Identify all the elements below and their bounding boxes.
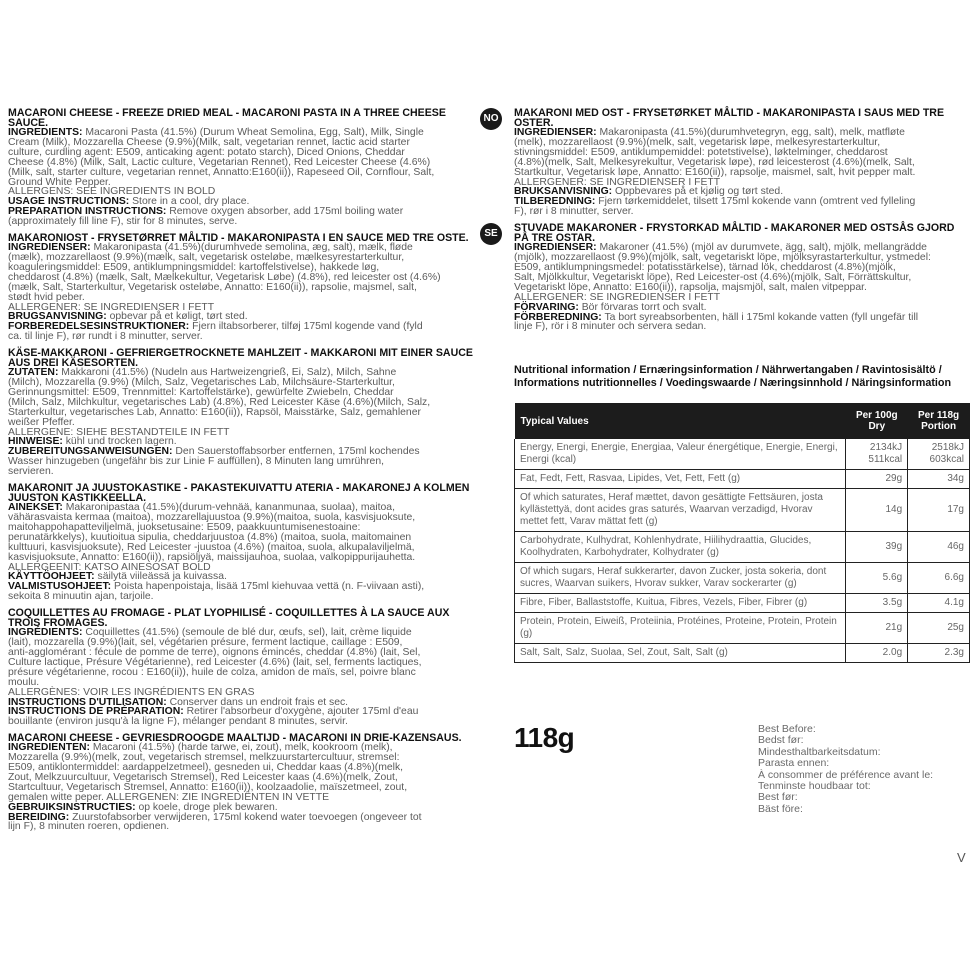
value-per-portion: 46g (908, 532, 970, 563)
ingredient-line (514, 322, 970, 332)
nutrient-label: Protein, Protein, Eiweiß, Proteiinia, Protéines, Proteine, Protein, Protein (g) (515, 613, 846, 644)
section-title: MACARONI CHEESE - GEVRIESDROOGDE MAALTIJD - MACARONI IN DRIE-KAZENSAUS. (8, 732, 462, 745)
line-text: linje F), rör i 8 minuter och servera sedan. (514, 321, 707, 333)
language-section (4, 608, 480, 727)
line-text: Conserver dans un endroit frais et sec. (169, 696, 349, 708)
line-text: Culture lactique, Présure Végétarienne), red Leicester (4.6%) (lait, sel, ferments lactiques, (8, 656, 422, 668)
line-text: Cheese (4.8%) (Milk, Salt, Lactic culture, Vegetarian Rennet), Red Leicester Cheese (4.6%) (8, 156, 431, 168)
value-per-portion: 17g (908, 489, 970, 532)
col-per-portion: Per 118g Portion (908, 403, 970, 439)
section-title: COQUILLETTES AU FROMAGE - PLAT LYOPHILISÉ - COQUILLETTES À LA SAUCE AUX TROIS FROMAGES. (8, 607, 450, 630)
col-per-100g: Per 100g Dry (846, 403, 908, 439)
line-text: ALLERGÈNES: VOIR LES INGRÉDIENTS EN GRAS (8, 686, 255, 698)
line-label: VALMISTUSOHJEET: (8, 581, 112, 593)
line-text: gemalen witte peper. ALLERGENEN: ZIE INGREDIËNTEN IN VETTE (8, 791, 330, 803)
line-text: kulttuuri, kasvisjuoksute), Red Leicester -juustoa (4.6%) (maitoa, suola, alkupalaviljelmä, (8, 541, 415, 553)
line-label: INGREDIENSER: (514, 127, 597, 138)
line-text: kasvisjuoksute, Annatto: E160(ii)), rapsiöljyä, maissijauhoa, suolaa, valkopippurijauhetta. (8, 551, 416, 563)
line-text: Makaronipastaa (41.5%)(durum-vehnää, kananmunaa, suolaa), maitoa, (65, 502, 395, 514)
line-text: Mozzarella (9.9%)(melk, zout, vegetarisch stremsel, melkzuurstartercultuur, stremsel: (8, 752, 400, 764)
section-title: KÄSE-MAKKARONI - GEFRIERGETROCKNETE MAHLZEIT - MAKKARONI MIT EINER SAUCE AUS DREI KÄSESORTEN. (8, 347, 473, 370)
nutrition-row (515, 532, 970, 563)
line-text: Startkultur, Vegetarisk løpe, Annatto: E160(ii)), rapsolje, maismel, salt, hvit pepper malt. (514, 166, 916, 178)
line-text: ALLERGENER: SE INGREDIENSER I FETT (514, 176, 721, 188)
best-before-line: Parasta ennen: (758, 757, 830, 770)
line-text: (approximately fill line F), stir for 8 minutes, serve. (8, 216, 238, 228)
line-label: INGREDIENSER: (514, 242, 597, 254)
line-text: kühl und trocken lagern. (65, 436, 177, 448)
ingredient-line (8, 717, 480, 727)
nutrition-row (515, 439, 970, 470)
line-text: ALLERGENE: SIEHE BESTANDTEILE IN FETT (8, 426, 230, 438)
value-per-portion: 2.3g (908, 644, 970, 663)
line-label: INSTRUCTIONS D'UTILISATION: (8, 696, 167, 708)
ingredient-line (8, 467, 480, 477)
line-text: Ground White Pepper. (8, 176, 111, 188)
line-text: Store in a cool, dry place. (132, 196, 250, 208)
value-per-100g: 3.5g (846, 594, 908, 613)
line-text: ALLERGEENIT: KATSO AINESOSAT BOLD (8, 561, 211, 573)
line-text: perunatärkkelys), kuutioitua sipulia, cheddarjuustoa (4.8%) (maitoa, suola, maitomainen (8, 531, 412, 543)
nutrient-label: Of which sugars, Heraf sukkerarter, davon Zucker, josta sokeria, dont sucres, Waarvan suikers, Hvorav sukker, Varav sockerarter (g) (515, 563, 846, 594)
line-text: E509, antiklumpningsmedel: potatisstärkelse), tärnad lök, cheddarost (4.8%)(mjölk, (514, 261, 896, 273)
line-text: koaguleringsmiddel: E509, antiklumpningsmiddel: kartoffelstivelse), hakkede løg, (8, 261, 380, 273)
value-per-100g: 2134kJ 511kcal (846, 439, 908, 470)
best-before-line: Mindesthaltbarkeitsdatum: (758, 745, 881, 758)
col-typical-values: Typical Values (515, 403, 846, 439)
line-text: Cream (Milk), Mozzarella Cheese (9.9%)(Milk, salt, vegetarian rennet, lactic acid starter (8, 136, 410, 148)
line-label: TILBEREDNING: (514, 196, 596, 208)
line-text: Gerinnungsmittel: E509, Trennmittel: Kartoffelstärke), gewürfelte Zwiebeln, Cheddar (8, 386, 394, 398)
value-per-100g: 21g (846, 613, 908, 644)
line-label: BRUKSANVISNING: (514, 186, 613, 198)
line-text: vähärasvaista kermaa (maitoa), mozzarellajuustoa (9.9%)(maitoa, suola, kasvisjuoksute, (8, 512, 416, 523)
value-per-portion: 6.6g (908, 563, 970, 594)
line-text: Fjern iltabsorberer, tilføj 175ml kogende vand (fyld (192, 321, 423, 333)
language-section (4, 233, 480, 342)
line-text: (mjölk), mozzarellaost (9.9%)(mjölk, salt, vegetariskt löpe, mjölksyrastarterkultur, ystmedel: (514, 252, 931, 264)
section-title: MAKARONIT JA JUUSTOKASTIKE - PAKASTEKUIVATTU ATERIA - MAKARONEJ A KOLMEN JUUSTON KASTIKKEELLA. (8, 482, 470, 505)
line-label: BRUGSANVISNING: (8, 311, 107, 323)
ingredient-line (8, 217, 480, 227)
nutrient-label: Carbohydrate, Kulhydrat, Kohlenhydrate, Hiilihydraattia, Glucides, Koolhydraten, Karbohydrater, Kolhydrater (g) (515, 532, 846, 563)
nutrition-row (515, 644, 970, 663)
line-text: (4.8%)(melk, Salt, Melkesyrekultur, Vegetarisk løpe), rød leicesterost (4.6%)(melk, Salt, (514, 156, 915, 168)
line-label: PREPARATION INSTRUCTIONS: (8, 206, 167, 218)
line-label: INGREDIENTS: (8, 127, 83, 138)
line-label: GEBRUIKSINSTRUCTIES: (8, 801, 136, 813)
line-text: servieren. (8, 466, 54, 478)
line-label: FÖRVARING: (514, 301, 579, 313)
line-text: säilytä viileässä ja kuivassa. (97, 571, 227, 583)
nutrition-heading-line2: Informations nutritionnelles / Voedingswaarde / Næringsinnhold / Näringsinformation (514, 377, 952, 389)
best-before-block (758, 724, 970, 815)
ingredient-line (8, 408, 480, 418)
line-label: INSTRUCTIONS DE PRÉPARATION: (8, 706, 184, 718)
line-text: ALLERGENS: SEE INGREDIENTS IN BOLD (8, 186, 216, 198)
line-text: (Milk, salt, starter culture, vegetarian rennet, Annatto:E160(ii)), Rapeseed Oil, Cornflour, Salt, (8, 166, 435, 178)
line-label: HINWEISE: (8, 436, 63, 448)
line-text: (melk), mozzarellaost (9.9%)(melk, salt, vegetarisk løpe, melkesyrestarterkultur, (514, 136, 881, 148)
ingredients-column-right (484, 108, 970, 338)
ingredient-line (8, 457, 480, 467)
line-text: Poista hapenpoistaja, lisää 175ml kiehuvaa vettä (n. F-viivaan asti), (114, 581, 425, 593)
corner-text: V (957, 850, 966, 865)
line-text: Macaroni (41.5%) (harde tarwe, ei, zout), melk, kookroom (melk), (92, 742, 393, 754)
nutrition-row (515, 594, 970, 613)
nutrition-heading (514, 364, 970, 390)
line-text: Wasser hinzugeben (ungefähr bis zur Linie F auffüllen), 8 Minuten lang umrühren, (8, 456, 385, 468)
value-per-100g: 14g (846, 489, 908, 532)
line-text: cheddarost (4.8%) (mælk, Salt, Mælkekultur, Vegetarisk Løbe) (4.8%), red leicester ost (4.6%) (8, 271, 441, 283)
line-text: stødt hvid peber. (8, 291, 85, 303)
line-text: (mælk, Salt, Starterkultur, Vegetarisk osteløbe, Annatto: E160(ii)), rapsolie, majsmel, salt, (8, 281, 417, 293)
line-text: Starterkultur, vegetarisches Lab, Annatto: E160(ii)), Rapsöl, Maisstärke, Salz, gemahlener (8, 406, 421, 418)
line-text: Makaronipasta (41.5%)(durumhvetegryn, egg, salt), melk, matfløte (599, 127, 905, 138)
line-text: bouillante (environ jusqu'à la ligne F), mélanger pendant 8 minutes, servir. (8, 716, 348, 728)
line-text: présure végétarienne, rocou : E160(ii)), huile de colza, amidon de maïs, sel, poivre blanc (8, 666, 416, 678)
line-text: Salt, Mjölkkultur, Vegetariskt löpe), Red Leicester-ost (4.6%)(mjölk, Salt, Förrättskultur, (514, 271, 912, 283)
value-per-100g: 5.6g (846, 563, 908, 594)
net-weight: 118g (514, 722, 575, 753)
ingredient-line (8, 668, 480, 678)
nutrient-label: Fibre, Fiber, Ballaststoffe, Kuitua, Fibres, Vezels, Fiber, Fibrer (g) (515, 594, 846, 613)
nutrition-table-header (515, 403, 970, 439)
language-section (4, 108, 480, 227)
value-per-100g: 2.0g (846, 644, 908, 663)
line-label: INGRÉDIENTS: (8, 627, 83, 639)
nutrition-heading-line1: Nutritional information / Ernæringsinformation / Nährwertangaben / Ravintosisältö / (514, 364, 942, 376)
line-text: sekoita 8 minuutin ajan, tarjoile. (8, 591, 154, 603)
line-text: lijn F), 8 minuten roeren, opdienen. (8, 821, 170, 833)
nutrition-row (515, 613, 970, 644)
line-label: KÄYTTÖOHJEET: (8, 571, 95, 583)
line-text: Bör förvaras torrt och svalt. (581, 301, 707, 313)
line-text: Retirer l'absorbeur d'oxygène, ajouter 175ml d'eau (186, 706, 419, 718)
language-section (4, 348, 480, 477)
line-text: ALLERGENER: SE INGREDIENSER I FETT (514, 291, 721, 303)
nutrition-table (514, 403, 970, 663)
line-text: op koele, droge plek bewaren. (138, 801, 278, 813)
ingredients-column-left (4, 108, 480, 838)
value-per-100g: 29g (846, 470, 908, 489)
line-text: anti-agglomérant : fécule de pomme de terre), oignons émincés, cheddar (4.8%) (lait, Sel, (8, 646, 421, 658)
section-title: MAKARONIOST - FRYSETØRRET MÅLTID - MAKARONIPASTA I EN SAUCE MED TRE OSTE. (8, 232, 469, 245)
best-before-line: Bedst før: (758, 734, 804, 747)
line-text: ca. til linje F), rør rundt i 8 minutter, server. (8, 331, 203, 343)
line-text: maitohappohapatteviljelmä, juoksetusaine: E509, paakkuuntumisenestoaine: (8, 521, 361, 533)
line-text: (mælk), mozzarellaost (9.9%)(mælk, salt, vegetarisk osteløbe, mælkesyrestarterkultur, (8, 251, 405, 263)
ingredient-line (8, 822, 480, 832)
nutrient-label: Fat, Fedt, Fett, Rasvaa, Lipides, Vet, Fett, Fett (g) (515, 470, 846, 489)
line-text: (Milch), Mozzarella (9.9%) (Milch, Salz, Vegetarisches Lab, Milchsäure-Starterkultur, (8, 377, 395, 389)
nutrition-row (515, 563, 970, 594)
section-title: MAKARONI MED OST - FRYSETØRKET MÅLTID - MAKARONIPASTA I SAUS MED TRE OSTER. (514, 107, 945, 129)
line-text: (lait), mozzarella (9.9%)(lait, sel, végétarien présure, ferment lactique, caillage : E509, (8, 637, 403, 649)
line-text: weißer Pfeffer. (8, 416, 75, 428)
line-text: Remove oxygen absorber, add 175ml boiling water (169, 206, 404, 218)
country-badge: SE (480, 223, 502, 245)
best-before-line: Bäst före: (758, 802, 803, 815)
section-title: STUVADE MAKARONER - FRYSTORKAD MÅLTID - MAKARONER MED OSTSÅS GJORD PÅ TRE OSTAR. (514, 222, 955, 245)
line-label: FORBEREDELSESINSTRUKTIONER: (8, 321, 190, 333)
language-section (484, 108, 970, 217)
line-text: Macaroni Pasta (41.5%) (Durum Wheat Semolina, Egg, Salt), Milk, Single (85, 127, 424, 138)
line-text: F), rør i 8 minutter, server. (514, 206, 634, 218)
line-text: Coquillettes (41.5%) (semoule de blé dur, œufs, sel), lait, crème liquide (85, 627, 412, 639)
line-label: ZUTATEN: (8, 367, 59, 379)
ingredient-line (514, 207, 970, 217)
best-before-line: Best før: (758, 791, 798, 804)
line-text: stivningsmiddel: E509, antiklumpemiddel: potetstivelse), løktelminger, cheddarost (514, 146, 888, 158)
value-per-portion: 25g (908, 613, 970, 644)
country-badge: NO (480, 108, 502, 130)
line-label: ZUBEREITUNGSANWEISUNGEN: (8, 446, 173, 458)
line-text: Zuurstofabsorber verwijderen, 175ml kokend water toevoegen (ongeveer tot (72, 811, 422, 823)
line-text: E509, antiklontermiddel: aardappelzetmeel), gesneden ui, Cheddar kaas (4.8%)(melk, (8, 762, 404, 774)
section-title: MACARONI CHEESE - FREEZE DRIED MEAL - MACARONI PASTA IN A THREE CHEESE SAUCE. (8, 107, 446, 129)
line-text: Zout, Melkzuurcultuur, Vegetarisch Stremsel), Red Leicester kaas (4.6%)(melk, Zout, (8, 771, 398, 783)
line-text: Oppbevares på et kjølig og tørt sted. (615, 186, 784, 198)
line-text: Makkaroni (41.5%) (Nudeln aus Hartweizengrieß, Ei, Salz), Milch, Sahne (61, 367, 397, 379)
line-text: culture, curdling agent: E509, anticaking agent: potato starch), Diced Onions, Cheddar (8, 146, 405, 158)
line-text: (Milch, Salz, Milchkultur, vegetarisches Lab) (4.8%), Red Leicester Käse (4.6%)(Milch, Salz, (8, 396, 431, 408)
nutrition-row (515, 489, 970, 532)
language-section (484, 223, 970, 332)
line-text: Makaroner (41.5%) (mjöl av durumvete, ägg, salt), mjölk, mellangrädde (599, 242, 927, 254)
line-label: INGREDIENTEN: (8, 742, 90, 754)
line-label: USAGE INSTRUCTIONS: (8, 196, 130, 208)
line-text: Vegetariskt löpe, Annatto: E160(ii)), rapsolja, majsmjöl, salt, malen vitpeppar. (514, 281, 867, 293)
line-label: INGREDIENSER: (8, 242, 91, 254)
nutrition-row (515, 470, 970, 489)
language-section (4, 483, 480, 602)
best-before-line: Best Before: (758, 723, 816, 735)
best-before-line: À consommer de préférence avant le: (758, 768, 934, 781)
nutrient-label: Of which saturates, Heraf mættet, davon gesättigte Fettsäuren, josta kyllästettyä, dont acides gras saturés, Waarvan verzadigd, Hvorav mettet fett, Varav mättat fett (g) (515, 489, 846, 532)
line-text: ALLERGENER: SE INGREDIENSER I FETT (8, 301, 215, 313)
nutrient-label: Energy, Energi, Energie, Energiaa, Valeur énergétique, Energie, Energi, Energi (kcal) (515, 439, 846, 470)
line-text: Makaronipasta (41.5%)(durumhvede semolina, æg, salt), mælk, fløde (93, 242, 413, 254)
line-text: moulu. (8, 676, 40, 688)
value-per-portion: 34g (908, 470, 970, 489)
ingredient-line (8, 592, 480, 602)
ingredient-line (8, 332, 480, 342)
best-before-line: Tenminste houdbaar tot: (758, 780, 871, 793)
line-text: Startcultuur, Vegetarisch Stremsel, Annatto: E160(ii)), koolzaadolie, maïszetmeel, zout, (8, 781, 408, 793)
value-per-portion: 4.1g (908, 594, 970, 613)
line-label: BEREIDING: (8, 811, 70, 823)
value-per-100g: 39g (846, 532, 908, 563)
line-text: Den Sauerstoffabsorber entfernen, 175ml kochendes (175, 446, 420, 458)
value-per-portion: 2518kJ 603kcal (908, 439, 970, 470)
language-section (4, 733, 480, 832)
nutrient-label: Salt, Salt, Salz, Suolaa, Sel, Zout, Salt, Salt (g) (515, 644, 846, 663)
line-label: AINEKSET: (8, 502, 63, 514)
line-text: Ta bort syreabsorbenten, häll i 175ml kokande vatten (fyll ungefär till (604, 311, 919, 323)
line-text: opbevar på et køligt, tørt sted. (109, 311, 248, 323)
line-text: Fjern tørkemiddelet, tilsett 175ml kokende vann (omtrent ved fylleling (598, 196, 916, 208)
line-label: FÖRBEREDNING: (514, 311, 602, 323)
